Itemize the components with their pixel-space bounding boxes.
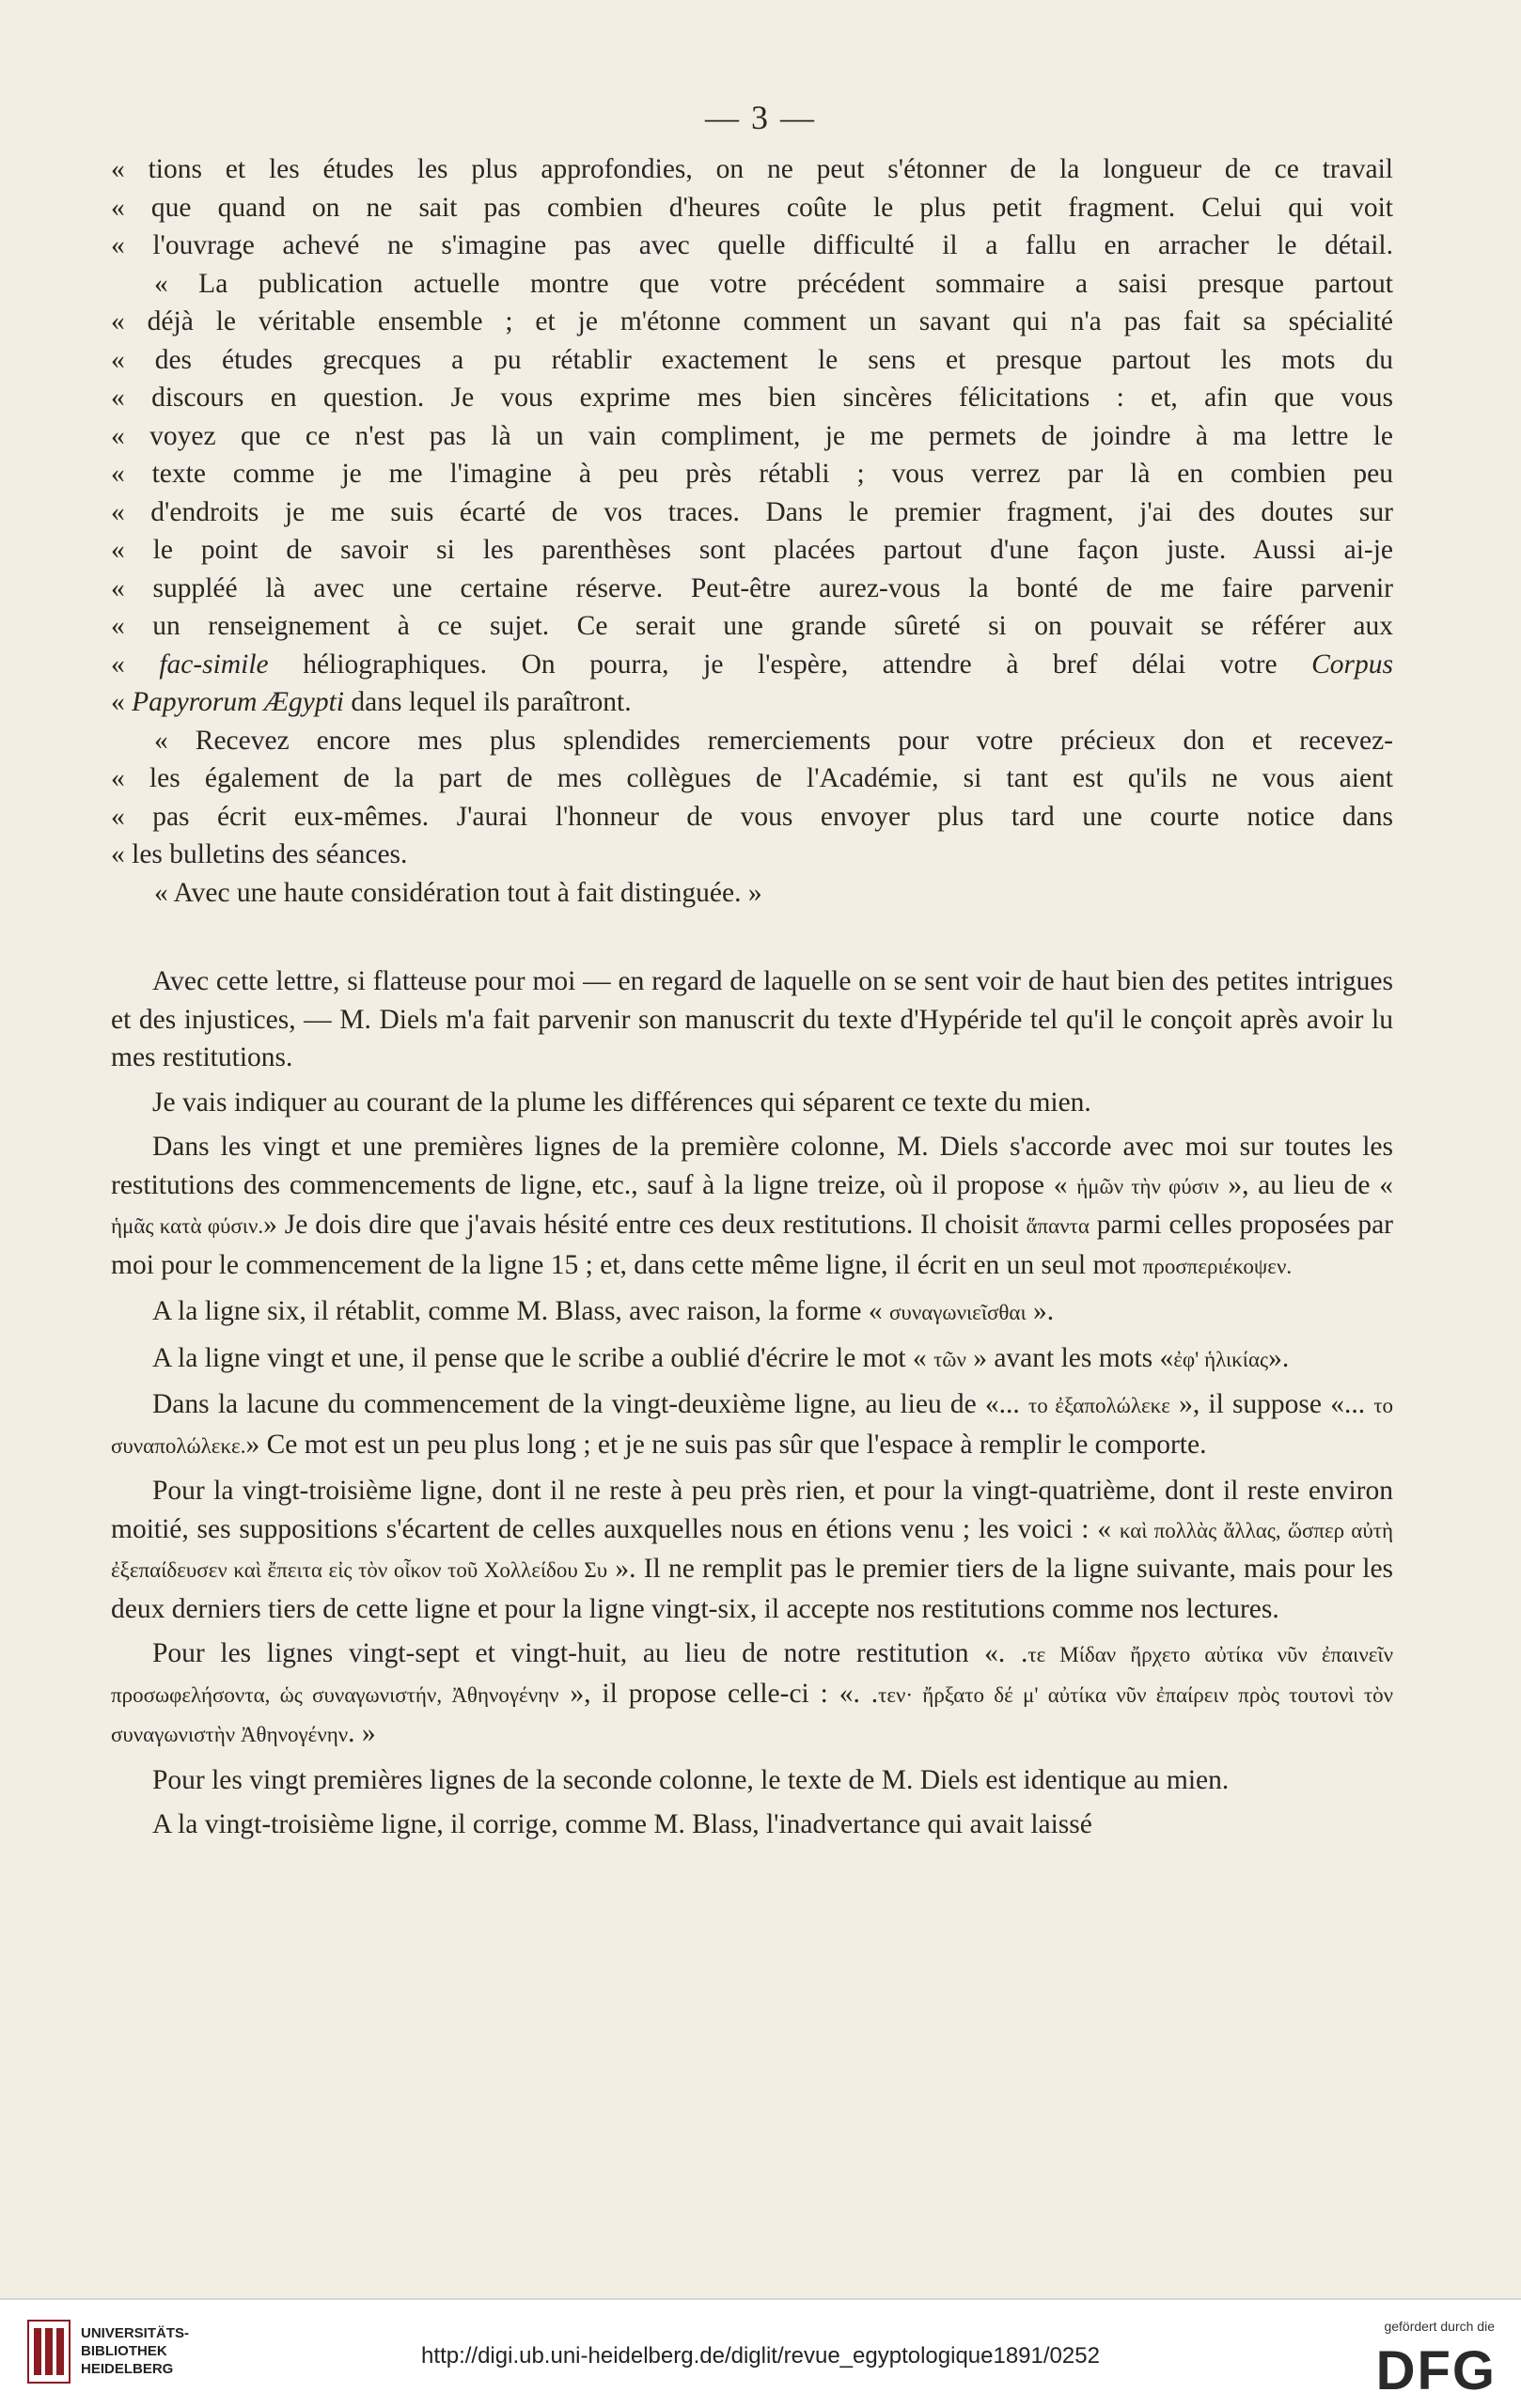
- quoted-letter: [111, 150, 1393, 912]
- paragraph-text: ».: [1268, 1342, 1290, 1373]
- paragraph-text: Pour la vingt-troisième ligne, dont il ne reste à peu près rien, et pour la vingt-quatrième, dont il reste environ moitié, ses suppositions s'écartent de celles auxquelles nous en étions venu ; les voici : «: [111, 1476, 1393, 1544]
- greek-text: ἡμῶν τὴν φύσιν: [1076, 1174, 1219, 1198]
- quote-line: « l'ouvrage achevé ne s'imagine pas avec quelle difficulté il a fallu en arracher le détail.: [111, 230, 1393, 260]
- quote-line: « Avec une haute considération tout à fait distinguée. »: [154, 877, 762, 908]
- quote-line: « d'endroits je me suis écarté de vos traces. Dans le premier fragment, j'ai des doutes sur: [111, 496, 1393, 527]
- paragraph: [111, 1634, 1393, 1755]
- greek-text: συναγωνιεῖσθαι: [889, 1301, 1027, 1324]
- institution-line: HEIDELBERG: [81, 2361, 174, 2377]
- paragraph: [111, 1385, 1393, 1465]
- paragraph: [111, 1339, 1393, 1380]
- paragraph: [111, 1128, 1393, 1286]
- quote-line: « discours en question. Je vous exprime mes bien sincères félicitations : et, afin que vous: [111, 383, 1393, 413]
- paragraph-text: » Ce mot est un peu plus long ; et je ne suis pas sûr que l'espace à remplir le comporte.: [245, 1429, 1207, 1460]
- quote-line: « tions et les études les plus approfondies, on ne peut s'étonner de la longueur de ce travail: [111, 154, 1393, 184]
- greek-text: το ἐξαπολώλεκε: [1028, 1394, 1170, 1417]
- quote-line: « pas écrit eux-mêmes. J'aurai l'honneur de vous envoyer plus tard une courte notice dans: [111, 801, 1393, 832]
- institution-line: BIBLIOTHEK: [81, 2343, 167, 2359]
- quote-line: « des études grecques a pu rétablir exactement le sens et presque partout les mots du: [111, 344, 1393, 375]
- quote-line: « les bulletins des séances.: [111, 839, 408, 869]
- paragraph: [111, 962, 1393, 1077]
- paragraph-text: », au lieu de «: [1228, 1169, 1393, 1200]
- quote-line: « La publication actuelle montre que votre précédent sommaire a saisi presque partout: [154, 268, 1393, 299]
- greek-text: το συναπολώλεκε.: [111, 1394, 1394, 1458]
- paragraph: [111, 1806, 1393, 1844]
- greek-text: τε Μίδαν ἤρχετο αὐτίκα νῦν ἐπαινεῖν προσωφελήσοντα, ὡς συναγωνιστήν, Ἀθηνογένην: [111, 1643, 1393, 1707]
- quote-line: « un renseignement à ce sujet. Ce serait une grande sûreté si on pouvait se référer aux: [111, 611, 1393, 641]
- paragraph-text: A la vingt-troisième ligne, il corrige, comme M. Blass, l'inadvertance qui avait laissé: [152, 1809, 1092, 1839]
- paragraph-text: Pour les vingt premières lignes de la seconde colonne, le texte de M. Diels est identique au mien.: [152, 1764, 1230, 1795]
- quote-line: « texte comme je me l'imagine à peu près rétabli ; vous verrez par là en combien peu: [111, 459, 1393, 489]
- paragraph-text: Pour les lignes vingt-sept et vingt-huit, au lieu de notre restitution «. .: [152, 1638, 1028, 1668]
- quote-line: « les également de la part de mes collègues de l'Académie, si tant est qu'ils ne vous aient: [111, 763, 1393, 793]
- paragraph-text: », il propose celle-ci : «. .: [570, 1678, 879, 1709]
- paragraph: [111, 1761, 1393, 1800]
- quote-line: « suppléé là avec une certaine réserve. Peut-être aurez-vous la bonté de me faire parvenir: [111, 572, 1393, 603]
- quote-line: « le point de savoir si les parenthèses sont placées partout d'une façon juste. Aussi ai-je: [111, 535, 1393, 565]
- funding-note: gefördert durch die: [1384, 2319, 1495, 2334]
- paragraph-text: » Je dois dire que j'avais hésité entre ces deux restitutions. Il choisit: [263, 1210, 1019, 1240]
- paragraph-text: Dans les vingt et une premières lignes de la première colonne, M. Diels s'accorde avec moi sur toutes les restitutions des commencements de ligne, etc., sauf à la ligne treize, où il propose «: [111, 1132, 1393, 1200]
- page-number: — 3 —: [705, 99, 816, 136]
- paragraph-text: » avant les mots «: [973, 1342, 1174, 1373]
- institution-line: UNIVERSITÄTS-: [81, 2325, 190, 2341]
- greek-text: προσπεριέκοψεν.: [1142, 1254, 1293, 1278]
- paragraph-text: Avec cette lettre, si flatteuse pour moi — en regard de laquelle on se sent voir de haut bien des petites intrigues et des injustices, — M. Diels m'a fait parvenir son manuscrit du texte d'Hypéride tel qu'il le conçoit après avoir lu mes restitutions.: [111, 966, 1393, 1072]
- paragraph-text: . »: [348, 1718, 376, 1748]
- quote-line: « Papyrorum Ægypti dans lequel ils paraîtront.: [111, 687, 632, 717]
- paragraph: [111, 1292, 1393, 1333]
- paragraph-text: Dans la lacune du commencement de la vingt-deuxième ligne, au lieu de «...: [152, 1389, 1020, 1419]
- paragraph-text: ». Il ne remplit pas le premier tiers de la ligne suivante, mais pour les deux derniers tiers de cette ligne et pour la ligne vingt-six, il accepte nos restitutions comme nos lectures.: [111, 1554, 1394, 1624]
- greek-text: τῶν: [933, 1347, 966, 1371]
- greek-text: καὶ πολλὰς ἄλλας, ὥσπερ αὐτὴ ἐξεπαίδευσεν καὶ ἔπειτα εἰς τὸν οἶκον τοῦ Χολλείδου Συ: [111, 1518, 1393, 1582]
- paragraph-text: parmi celles proposées par moi pour le commencement de la ligne 15 ; et, dans cette même ligne, il écrit en un seul mot: [111, 1210, 1393, 1280]
- paragraph-text: Je vais indiquer au courant de la plume les différences qui séparent ce texte du mien.: [152, 1087, 1091, 1118]
- quote-line: « fac-simile héliographiques. On pourra, je l'espère, attendre à bref délai votre Corpus: [111, 649, 1393, 680]
- quote-line: « Recevez encore mes plus splendides remerciements pour votre précieux don et recevez-: [154, 725, 1393, 756]
- body-text: [111, 962, 1393, 1844]
- greek-text: ἡμᾶς κατὰ φύσιν.: [111, 1214, 264, 1238]
- quote-line: « que quand on ne sait pas combien d'heures coûte le plus petit fragment. Celui qui voit: [111, 192, 1393, 223]
- greek-text: ἅπαντα: [1026, 1214, 1090, 1238]
- quote-line: « déjà le véritable ensemble ; et je m'étonne comment un savant qui n'a pas fait sa spécialité: [111, 306, 1393, 336]
- paragraph-text: ».: [1033, 1296, 1055, 1326]
- dfg-logo: DFG: [1375, 2340, 1497, 2401]
- greek-text: τεν· ἤρξατο δέ μ' αὐτίκα νῦν ἐπαίρειν πρὸς τουτονὶ τὸν συναγωνιστὴν Ἀθηνογένην: [111, 1682, 1394, 1746]
- paragraph: [111, 1472, 1393, 1628]
- paragraph-text: A la ligne vingt et une, il pense que le scribe a oublié d'écrire le mot «: [152, 1342, 927, 1373]
- paragraph-text: A la ligne six, il rétablit, comme M. Blass, avec raison, la forme «: [152, 1296, 883, 1326]
- footer-bar: [0, 2298, 1521, 2408]
- source-url-link[interactable]: http://digi.ub.uni-heidelberg.de/diglit/revue_egyptologique1891/0252: [421, 2343, 1100, 2369]
- paragraph: [111, 1084, 1393, 1122]
- quote-line: « voyez que ce n'est pas là un vain compliment, je me permets de joindre à ma lettre le: [111, 420, 1393, 451]
- paragraph-text: », il suppose «...: [1179, 1389, 1366, 1419]
- greek-text: ἐφ' ἡλικίας: [1173, 1347, 1269, 1371]
